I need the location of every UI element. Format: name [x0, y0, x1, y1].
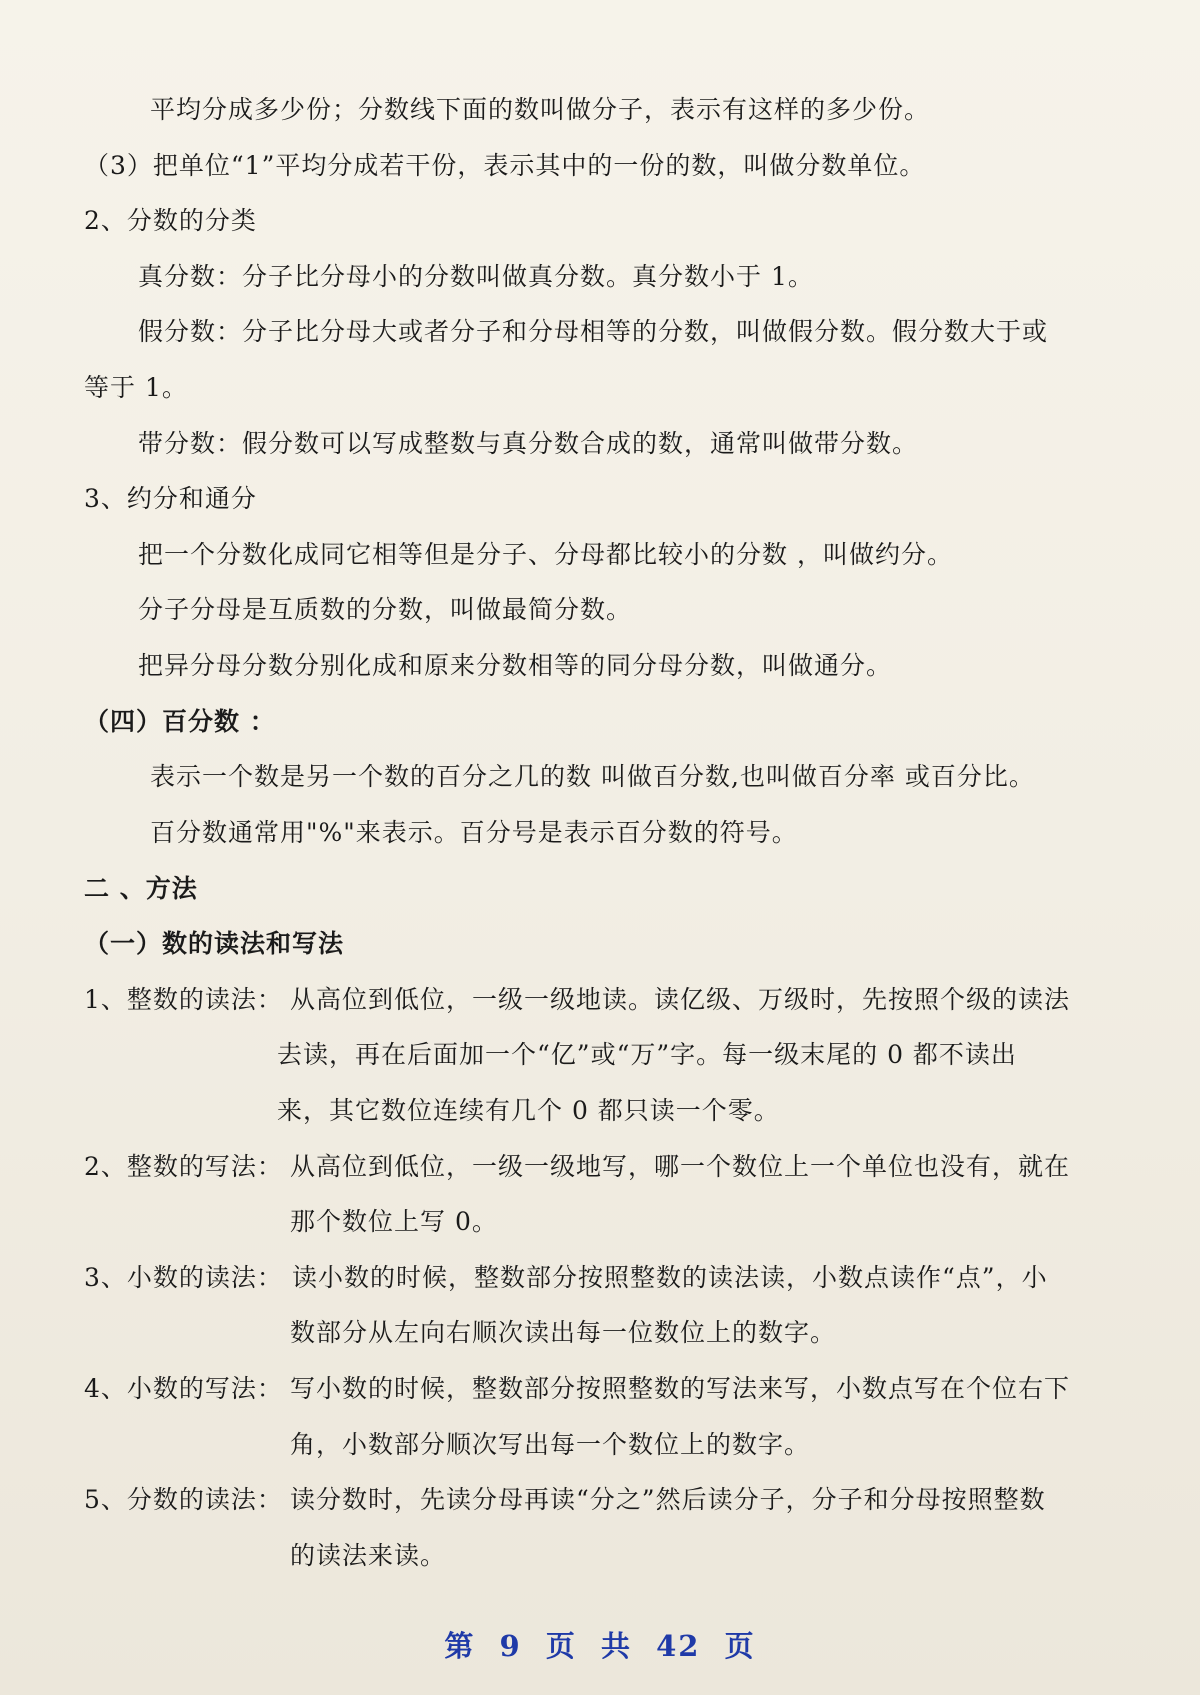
footer-text: 页 [545, 1629, 577, 1663]
method-text: 读分数时，先读分母再读“分之”然后读分子，分子和分母按照整数 [290, 1485, 1046, 1514]
section-heading: 二 、方法 [84, 874, 198, 903]
text-line: 分子分母是互质数的分数，叫做最简分数。 [138, 595, 633, 624]
method-label: 2、整数的写法： [84, 1152, 283, 1181]
text-line: 把一个分数化成同它相等但是分子、分母都比较小的分数 ，叫做约分。 [138, 540, 953, 569]
current-page-number: 9 [499, 1629, 522, 1663]
section-heading: （一）数的读法和写法 [84, 929, 345, 958]
text-line: 真分数：分子比分母小的分数叫做真分数。真分数小于 1。 [138, 262, 814, 291]
text-line: 等于 1。 [84, 373, 188, 402]
text-line: 带分数：假分数可以写成整数与真分数合成的数，通常叫做带分数。 [138, 429, 919, 458]
text-line: 平均分成多少份；分数线下面的数叫做分子，表示有这样的多少份。 [150, 95, 931, 124]
method-text: 去读，再在后面加一个“亿”或“万”字。每一级末尾的 0 都不读出 [277, 1040, 1017, 1069]
total-page-number: 42 [656, 1629, 701, 1663]
method-text: 读小数的时候，整数部分按照整数的读法读，小数点读作“点”，小 [292, 1263, 1048, 1292]
text-line: 百分数通常用"%"来表示。百分号是表示百分数的符号。 [150, 818, 798, 847]
method-label: 4、小数的写法： [84, 1374, 283, 1403]
method-label: 5、分数的读法： [84, 1485, 283, 1514]
method-label: 1、整数的读法： [84, 985, 283, 1014]
method-label: 3、小数的读法： [84, 1263, 283, 1292]
method-text: 来，其它数位连续有几个 0 都只读一个零。 [277, 1096, 780, 1125]
method-text: 从高位到低位，一级一级地写，哪一个数位上一个单位也没有，就在 [290, 1152, 1071, 1181]
method-text: 数部分从左向右顺次读出每一位数位上的数字。 [290, 1318, 837, 1347]
text-line: （3）把单位“1”平均分成若干份，表示其中的一份的数，叫做分数单位。 [84, 151, 926, 180]
method-text: 写小数的时候，整数部分按照整数的写法来写，小数点写在个位右下 [290, 1374, 1071, 1403]
page-footer [0, 1624, 1200, 1665]
method-text: 角，小数部分顺次写出每一个数位上的数字。 [290, 1430, 811, 1459]
method-text: 的读法来读。 [290, 1541, 447, 1570]
text-line: 表示一个数是另一个数的百分之几的数 叫做百分数,也叫做百分率 或百分比。 [150, 762, 1035, 791]
text-line: 把异分母分数分别化成和原来分数相等的同分母分数，叫做通分。 [138, 651, 893, 680]
footer-text: 第 [444, 1629, 476, 1663]
section-heading: 2、分数的分类 [84, 206, 257, 235]
section-heading: （四）百分数 ： [84, 707, 276, 736]
method-text: 那个数位上写 0。 [290, 1207, 498, 1236]
footer-text: 共 [600, 1629, 632, 1663]
section-heading: 3、约分和通分 [84, 484, 257, 513]
method-text: 从高位到低位，一级一级地读。读亿级、万级时，先按照个级的读法 [290, 985, 1071, 1014]
text-line: 假分数：分子比分母大或者分子和分母相等的分数，叫做假分数。假分数大于或 [138, 317, 1049, 346]
footer-text: 页 [724, 1629, 756, 1663]
